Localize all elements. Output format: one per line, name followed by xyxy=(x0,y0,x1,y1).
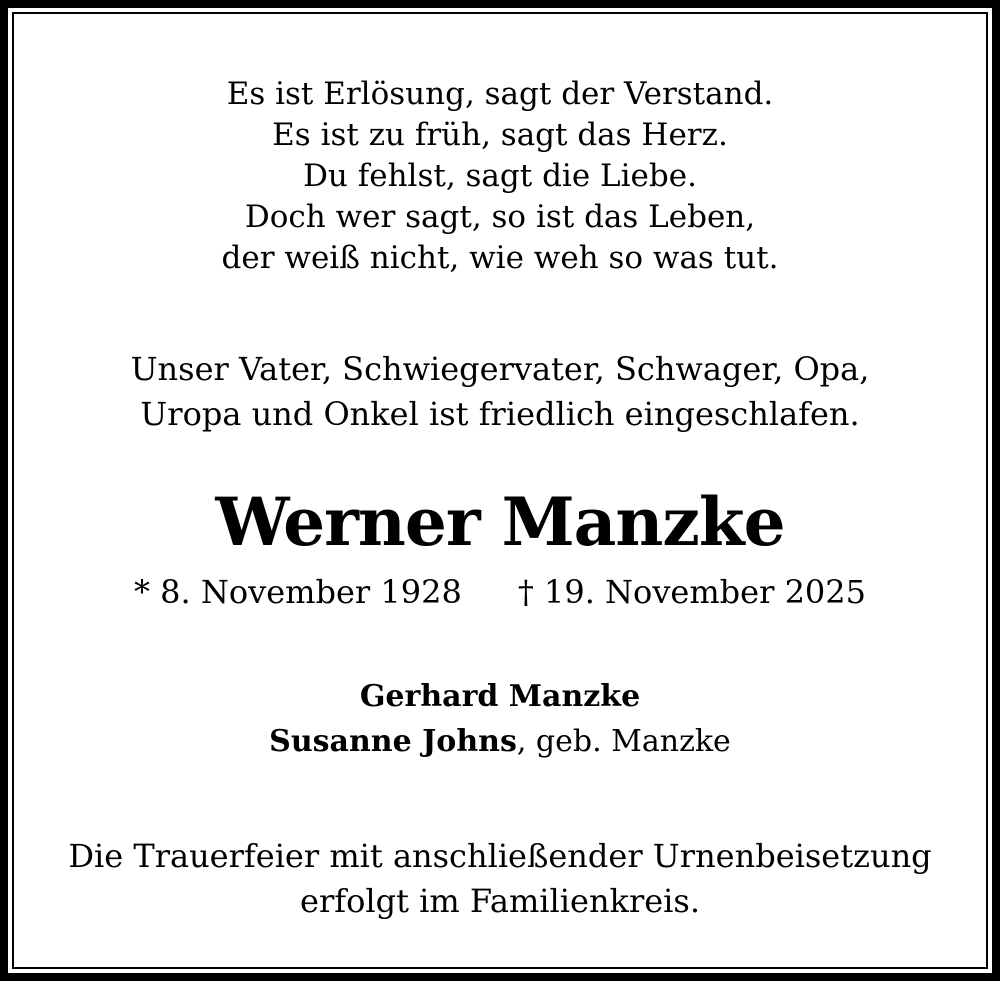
birth-date: * 8. November 1928 xyxy=(133,573,462,611)
funeral-info xyxy=(14,834,986,924)
mourner-maiden-name: , geb. Manzke xyxy=(516,724,731,759)
intro-line: Unser Vater, Schwiegervater, Schwager, Opa, xyxy=(130,350,870,388)
mourner-name: Gerhard Manzke xyxy=(359,679,641,714)
poem-line: Du fehlst, sagt die Liebe. xyxy=(303,158,697,194)
mourners xyxy=(14,674,986,764)
intro-text xyxy=(14,347,986,437)
mourner-name: Susanne Johns xyxy=(269,724,517,759)
funeral-info-line: Die Trauerfeier mit anschließender Urnenbeisetzung xyxy=(68,837,932,875)
poem-line: Doch wer sagt, so ist das Leben, xyxy=(244,199,756,235)
poem-line: Es ist zu früh, sagt das Herz. xyxy=(272,117,728,153)
poem-line: der weiß nicht, wie weh so was tut. xyxy=(221,240,779,276)
funeral-info-line: erfolgt im Familienkreis. xyxy=(300,882,700,920)
poem-line: Es ist Erlösung, sagt der Verstand. xyxy=(226,76,774,112)
life-dates xyxy=(14,570,986,614)
poem xyxy=(14,74,986,279)
mourner-line xyxy=(14,719,986,764)
death-date: † 19. November 2025 xyxy=(517,573,866,611)
deceased-name: Werner Manzke xyxy=(215,483,785,561)
intro-line: Uropa und Onkel ist friedlich eingeschlafen. xyxy=(140,395,860,433)
obituary-notice xyxy=(14,14,986,967)
